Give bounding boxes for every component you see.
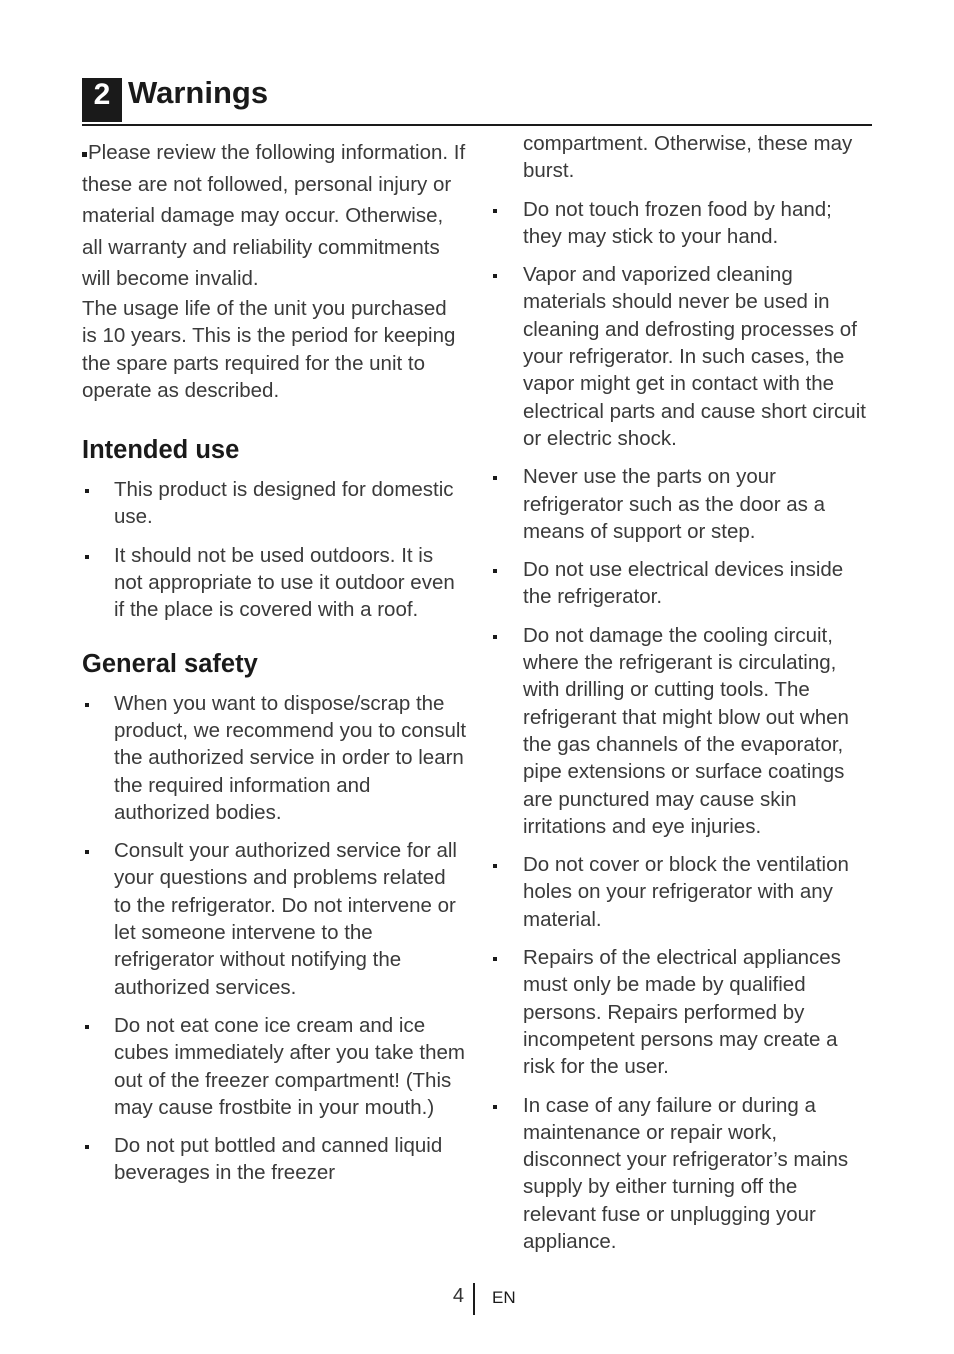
list-item: Never use the parts on your refrigerator such as the door as a means of support or step. bbox=[490, 463, 875, 545]
list-item: Do not touch frozen food by hand; they may stick to your hand. bbox=[490, 196, 875, 251]
language-code: EN bbox=[492, 1288, 516, 1307]
list-item: Do not cover or block the ventilation holes on your refrigerator with any material. bbox=[490, 851, 875, 933]
right-column bbox=[490, 130, 875, 1266]
page-title: Warnings bbox=[128, 75, 269, 110]
general-safety-list-continued bbox=[490, 196, 875, 1256]
section-heading-intended-use: Intended use bbox=[82, 436, 240, 465]
chapter-number: 2 bbox=[82, 78, 122, 122]
footer-divider bbox=[473, 1283, 475, 1315]
list-item: Do not use electrical devices inside the refrigerator. bbox=[490, 556, 875, 611]
list-item: In case of any failure or during a maintenance or repair work, disconnect your refrigerator’s mains supply by either turning off the relevant fuse or unplugging your appliance. bbox=[490, 1092, 875, 1256]
list-item: Repairs of the electrical appliances must only be made by qualified persons. Repairs performed by incompetent persons may create a risk for the user. bbox=[490, 944, 875, 1080]
chapter-header bbox=[82, 75, 872, 126]
page-number: 4 bbox=[452, 1285, 464, 1307]
list-item: This product is designed for domestic use. bbox=[82, 476, 467, 531]
list-item: Do not eat cone ice cream and ice cubes immediately after you take them out of the freezer compartment! (This may cause frostbite in your mouth.) bbox=[82, 1012, 467, 1121]
intro-bullet-icon bbox=[82, 152, 87, 157]
list-item: Vapor and vaporized cleaning materials should never be used in cleaning and defrosting processes of your refrigerator. In such cases, the vapor might get in contact with the electrical parts and cause short circuit or electric shock. bbox=[490, 261, 875, 452]
usage-life-paragraph: The usage life of the unit you purchased is 10 years. This is the period for keeping the spare parts required for the unit to operate as described. bbox=[82, 296, 456, 402]
general-safety-list bbox=[82, 690, 467, 1187]
intended-use-list bbox=[82, 476, 467, 623]
list-item: Do not damage the cooling circuit, where the refrigerant is circulating, with drilling or cutting tools. The refrigerant that might blow out when the gas channels of the evaporator, pipe extensions or surface coatings are punctured may cause skin irritations and eye injuries. bbox=[490, 622, 875, 840]
section-heading-general-safety: General safety bbox=[82, 649, 258, 678]
list-item: When you want to dispose/scrap the product, we recommend you to consult the authorized service in order to learn the required information and authorized bodies. bbox=[82, 690, 467, 826]
intro-paragraph bbox=[82, 137, 467, 295]
page-footer bbox=[0, 1283, 954, 1317]
list-item: Consult your authorized service for all your questions and problems related to the refrigerator. Do not intervene or let someone intervene to the refrigerator without notifying the authorized services. bbox=[82, 837, 467, 1001]
continued-text: compartment. Otherwise, these may burst. bbox=[523, 132, 853, 183]
list-item: Do not put bottled and canned liquid beverages in the freezer bbox=[82, 1132, 467, 1187]
list-item: It should not be used outdoors. It is not appropriate to use it outdoor even if the place is covered with a roof. bbox=[82, 542, 467, 624]
intro-text: Please review the following information. If these are not followed, personal injury or material damage may occur. Otherwise, all warranty and reliability commitments will become invalid. bbox=[82, 141, 466, 291]
left-column bbox=[82, 137, 467, 1198]
